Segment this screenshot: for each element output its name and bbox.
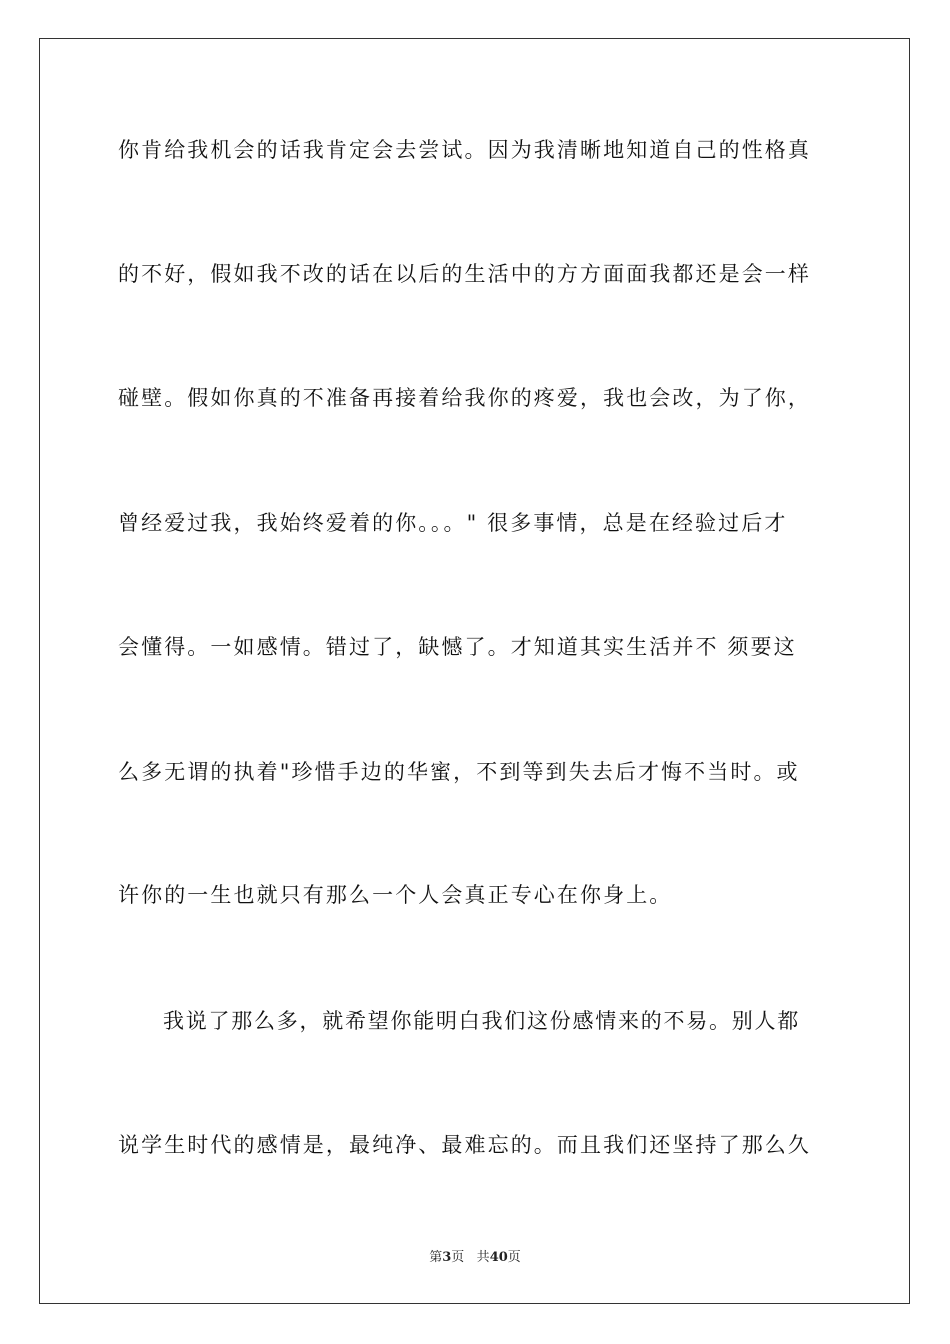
page-suffix: 页 bbox=[451, 1250, 465, 1265]
page-number: 3 bbox=[442, 1250, 452, 1265]
text-line-2: 的不好，假如我不改的话在以后的生活中的方方面面我都还是会一样 bbox=[118, 262, 811, 286]
page-prefix: 第 bbox=[429, 1250, 443, 1265]
total-suffix: 页 bbox=[507, 1250, 521, 1265]
total-pages: 40 bbox=[489, 1250, 508, 1265]
text-line-7: 许你的一生也就只有那么一个人会真正专心在你身上。 bbox=[118, 883, 673, 907]
paragraph-start-line: 我说了那么多，就希望你能明白我们这份感情来的不易。别人都 bbox=[163, 1009, 800, 1033]
total-prefix: 共 bbox=[476, 1250, 490, 1265]
text-line-9: 说学生时代的感情是，最纯净、最难忘的。而且我们还坚持了那么久 bbox=[118, 1133, 811, 1157]
text-line-6: 么多无谓的执着"珍惜手边的华蜜，不到等到失去后才悔不当时。或 bbox=[118, 760, 800, 784]
text-line-1: 你肯给我机会的话我肯定会去尝试。因为我清晰地知道自己的性格真 bbox=[118, 138, 811, 162]
text-line-5: 会懂得。一如感情。错过了，缺憾了。才知道其实生活并不 须要这 bbox=[118, 635, 797, 659]
page-footer bbox=[0, 1246, 950, 1265]
page-border bbox=[39, 38, 910, 1304]
text-line-3: 碰壁。假如你真的不准备再接着给我你的疼爱，我也会改，为了你， bbox=[118, 386, 811, 410]
text-line-4: 曾经爱过我，我始终爱着的你。。。" 很多事情，总是在经验过后才 bbox=[118, 511, 788, 535]
